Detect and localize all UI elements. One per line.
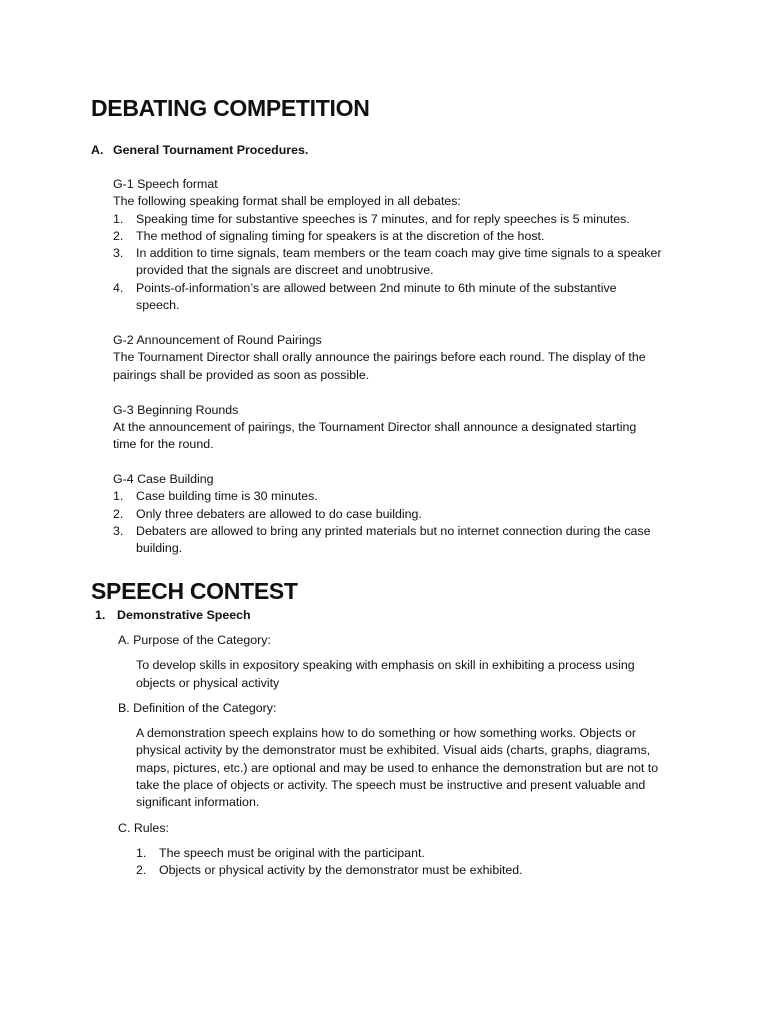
g2-paragraph: The Tournament Director shall orally announce the pairings before each round. The display of the	[113, 350, 646, 364]
g1-item-text: The method of signaling timing for speakers is at the discretion of the host.	[136, 229, 545, 243]
g4-item-text: Only three debaters are allowed to do case building.	[136, 507, 422, 521]
g4-item-number: 2.	[113, 507, 124, 521]
definition-text-continued: significant information.	[136, 795, 260, 809]
g3-heading: G-3 Beginning Rounds	[113, 403, 239, 417]
g1-item-number: 2.	[113, 229, 124, 243]
speech-title: SPEECH CONTEST	[91, 578, 298, 604]
g1-intro: The following speaking format shall be employed in all debates:	[113, 194, 461, 208]
g1-item-text-continued: speech.	[136, 298, 180, 312]
g1-item-number: 4.	[113, 281, 124, 295]
definition-text: A demonstration speech explains how to do something or how something works. Objects or	[136, 726, 637, 740]
g3-paragraph-continued: time for the round.	[113, 437, 214, 451]
section-a-marker: A.	[91, 143, 104, 157]
rule-number: 2.	[136, 863, 147, 877]
g4-item-text-continued: building.	[136, 541, 183, 555]
g1-item-text: Points-of-information’s are allowed between 2nd minute to 6th minute of the substantive	[136, 281, 617, 295]
debating-title: DEBATING COMPETITION	[91, 95, 370, 121]
section-a-title: General Tournament Procedures.	[113, 143, 309, 157]
g1-item-text-continued: provided that the signals are discreet and unobtrusive.	[136, 263, 434, 277]
speech-item-number: 1.	[95, 608, 106, 622]
g2-heading: G-2 Announcement of Round Pairings	[113, 333, 322, 347]
g1-item-number: 1.	[113, 212, 124, 226]
purpose-label: A. Purpose of the Category:	[118, 633, 271, 647]
rule-text: Objects or physical activity by the demonstrator must be exhibited.	[159, 863, 523, 877]
g4-item-number: 1.	[113, 489, 124, 503]
g4-heading: G-4 Case Building	[113, 472, 214, 486]
g1-item-number: 3.	[113, 246, 124, 260]
g1-heading: G-1 Speech format	[113, 177, 218, 191]
g1-item-text: Speaking time for substantive speeches is 7 minutes, and for reply speeches is 5 minutes.	[136, 212, 630, 226]
rule-text: The speech must be original with the participant.	[159, 846, 425, 860]
g4-item-text: Debaters are allowed to bring any printed materials but no internet connection during the case	[136, 524, 651, 538]
purpose-text-continued: objects or physical activity	[136, 676, 280, 690]
speech-item-title: Demonstrative Speech	[117, 608, 251, 622]
definition-label: B. Definition of the Category:	[118, 701, 277, 715]
g1-item-text: In addition to time signals, team members or the team coach may give time signals to a speaker	[136, 246, 662, 260]
purpose-text: To develop skills in expository speaking with emphasis on skill in exhibiting a process using	[136, 658, 635, 672]
g4-item-number: 3.	[113, 524, 124, 538]
rules-label: C. Rules:	[118, 821, 169, 835]
definition-text-continued: physical activity by the demonstrator must be exhibited. Visual aids (charts, graphs, diagrams,	[136, 743, 651, 757]
g2-paragraph-continued: pairings shall be provided as soon as possible.	[113, 368, 370, 382]
definition-text-continued: maps, pictures, etc.) are optional and may be used to enhance the demonstration but are not to	[136, 761, 659, 775]
definition-text-continued: take the place of objects or activity. The speech must be instructive and present valuable and	[136, 778, 646, 792]
g3-paragraph: At the announcement of pairings, the Tournament Director shall announce a designated starting	[113, 420, 637, 434]
rule-number: 1.	[136, 846, 147, 860]
g4-item-text: Case building time is 30 minutes.	[136, 489, 318, 503]
